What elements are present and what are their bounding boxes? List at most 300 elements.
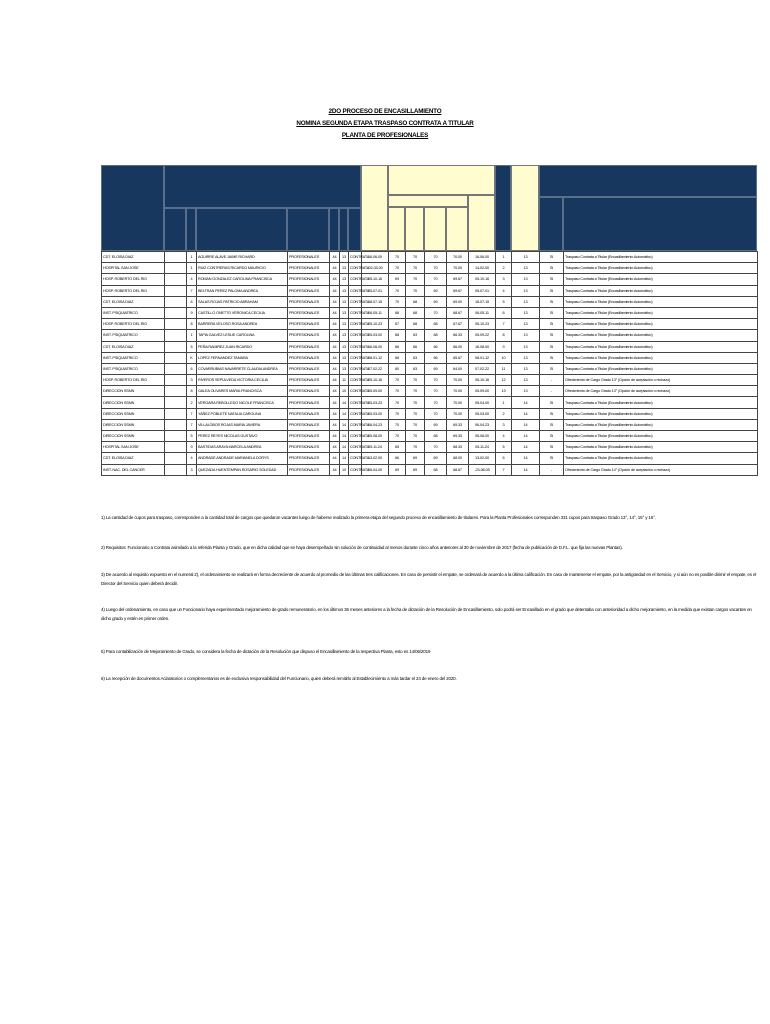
rut-cell [165,375,187,386]
calif-3-cell: 70 [425,263,447,274]
grade-cell: 13 [340,307,349,318]
title-line-3: PLANTA DE PROFESIONALES [341,132,429,139]
calidad-cell: CONTRATA [349,408,362,419]
antiguedad-cell: 18-07-15 [362,296,389,307]
table-row [102,352,758,363]
orden-cell: 1 [496,252,512,263]
ant-total-cell: 08-01-12 [469,352,496,363]
planta-cell: PROFESIONALES [288,252,330,263]
name-cell: RIVEROS SEPULVEDA VICTORIA CECILIA [197,375,288,386]
dv-cell: 6 [187,363,197,374]
grado-cell: 13 [512,341,540,352]
tipo-cell: Traspaso Contrata a Titular (Encasillamiento Automático) [564,252,758,263]
grade-cell: 14 [340,397,349,408]
promedio-cell: 66.00 [447,341,469,352]
promedio-cell: 64.00 [447,363,469,374]
antiguedad-cell: 08-01-12 [362,352,389,363]
header-cell-tipo [563,197,757,251]
table-header [101,165,757,251]
ant-total-cell: 05-07-01 [469,285,496,296]
planta-cell: PROFESIONALES [288,431,330,442]
hours-cell: 44 [330,341,340,352]
calif-2-cell: 68 [406,319,425,330]
rut-cell [165,453,187,464]
grado-cell: 13 [512,307,540,318]
header-cell-calidad [348,208,361,251]
antiguedad-cell: 06-04-00 [362,464,389,475]
establishment-cell: CDT. ELOISA DIAZ [102,296,165,307]
antiguedad-cell: 07-02-22 [362,363,389,374]
ant-total-cell: 05-11-24 [469,442,496,453]
calidad-cell: CONTRATA [349,431,362,442]
rut-cell [165,352,187,363]
tipo-cell: Ofrecimiento de Cargo Grado 13° (Opción de aceptación o rechazo) [564,375,758,386]
establishment-cell: DIRECCION SSMN [102,431,165,442]
table-row [102,319,758,330]
calif-2-cell: 70 [406,375,425,386]
ant-total-cell: -23-08-05 [469,464,496,475]
name-cell: GALEA OLIVARES MARIA FRANCISCA [197,386,288,397]
dv-cell: 1 [187,330,197,341]
rut-cell [165,419,187,430]
rut-cell [165,442,187,453]
grado-cell: 13 [512,352,540,363]
orden-cell: 2 [496,263,512,274]
ant-total-cell: 16-08-00 [469,341,496,352]
establishment-cell: INST. PSIQUIATRICO [102,307,165,318]
establishment-cell: DIRECCION SSMN [102,408,165,419]
hours-cell: 44 [330,352,340,363]
calif-1-cell: 70 [389,296,406,307]
header-cell-establecimiento [101,165,164,251]
footnote-5: 5) Para contabilización de Mejoramiento de Grado, se considera la fecha de dictación de la Resolución que dispuso el Encasillamiento de la respectiva Planta, esto es 14/06/2019 [101,649,431,654]
rut-cell [165,296,187,307]
hours-cell: 44 [330,263,340,274]
promedio-cell: 70.00 [447,375,469,386]
planta-cell: PROFESIONALES [288,330,330,341]
name-cell: AGUIRRE ALAVE JAIME RICHARD [197,252,288,263]
name-cell: BARRERA VELOSO ROSA ANDREA [197,319,288,330]
hours-cell: 44 [330,386,340,397]
name-cell: BASTIDAS ARAYA MARCELA ANDREA [197,442,288,453]
table-row [102,363,758,374]
tipo-cell: Traspaso Contrata a Titular (Encasillamiento Automático) [564,319,758,330]
traspaso-cell: SI [540,363,564,374]
calif-1-cell: 66 [389,341,406,352]
calif-3-cell: 70 [425,442,447,453]
grade-cell: 14 [340,431,349,442]
calidad-cell: CONTRATA [349,442,362,453]
establishment-cell: HOSPITAL SAN JOSE [102,442,165,453]
calif-3-cell: 69 [425,453,447,464]
calidad-cell: CONTRATA [349,352,362,363]
tipo-cell: Traspaso Contrata a Titular (Encasillamiento Automático) [564,419,758,430]
ant-total-cell: 14-02-00 [469,263,496,274]
calif-2-cell: 70 [406,285,425,296]
ant-total-cell: 05-03-00 [469,408,496,419]
promedio-cell: 69.33 [447,419,469,430]
header-cell-excepcion [511,165,539,251]
hours-cell: 44 [330,307,340,318]
calif-1-cell: 70 [389,397,406,408]
orden-cell: 3 [496,274,512,285]
ant-total-cell: 05-09-22 [469,330,496,341]
antiguedad-cell: 06-04-23 [362,419,389,430]
rut-cell [165,397,187,408]
name-cell: VERGARA REBOLLEDO NICOLE FRANCISCA [197,397,288,408]
dv-cell: 7 [187,419,197,430]
footnote-2: 2) Requisitos: Funcionario a Contrata asimilado a la referida Planta y Grado, que en dicha calidad que se haya desempeñado sin solución de continuidad al menos durante cinco años anteriores al 30 de noviembre de 2017 (fecha de publicación de D.F.L. que fija las nuevas Plantas). [101,545,623,550]
establishment-cell: CDT. ELOISA DIAZ [102,453,165,464]
dv-cell: 8 [187,386,197,397]
hours-cell: 44 [330,319,340,330]
antiguedad-cell: 05-03-23 [362,397,389,408]
rut-cell [165,330,187,341]
orden-cell: 9 [496,341,512,352]
ant-total-cell: 05-08-00 [469,431,496,442]
name-cell: YAÑEZ POBLETE NATALIA CAROLINA [197,408,288,419]
calif-2-cell: 70 [406,442,425,453]
traspaso-cell: SI [540,274,564,285]
grado-cell: 13 [512,363,540,374]
calidad-cell: CONTRATA [349,263,362,274]
footnote-4: 4) Luego del ordenamiento, en caso que un Funcionario haya experimentado mejoramiento de grado remuneratorio, en los últimos 36 meses anteriores a la fecha de dictación de la Resolución de Encasillamiento, solo podrá ser Encasillado en el grado que detentaba con anterioridad a dicho mejoramiento, en la medida que existan cargos vacantes en dicho grado y estén en primer orden. [101,607,752,621]
calif-2-cell: 66 [406,341,425,352]
hours-cell: 44 [330,464,340,475]
hours-cell: 44 [330,330,340,341]
orden-cell: 7 [496,319,512,330]
rut-cell [165,285,187,296]
table-row [102,330,758,341]
grade-cell: 13 [340,352,349,363]
rut-cell [165,319,187,330]
dv-cell: 9 [187,442,197,453]
tipo-cell: Traspaso Contrata a Titular (Encasillamiento Automático) [564,352,758,363]
table-row [102,386,758,397]
grado-cell: 13 [512,263,540,274]
calidad-cell: CONTRATA [349,397,362,408]
promedio-cell: 69.00 [447,296,469,307]
planta-cell: PROFESIONALES [288,464,330,475]
header-cell-rut [164,208,186,251]
rut-cell [165,464,187,475]
promedio-cell: 67.67 [447,319,469,330]
establishment-cell: INST. NAC. DEL CANCER [102,464,165,475]
calif-1-cell: 68 [389,352,406,363]
tipo-cell: Traspaso Contrata a Titular (Encasillamiento Automático) [564,453,758,464]
antiguedad-cell: 06-05-11 [362,307,389,318]
header-cell-antig [468,195,495,251]
tipo-cell: Traspaso Contrata a Titular (Encasillamiento Automático) [564,296,758,307]
grado-cell: 13 [512,330,540,341]
orden-cell: 6 [496,453,512,464]
planta-cell: PROFESIONALES [288,375,330,386]
calif-2-cell: 70 [406,252,425,263]
calif-3-cell: 70 [425,252,447,263]
calidad-cell: CONTRATA [349,375,362,386]
promedio-cell: 70.00 [447,252,469,263]
antiguedad-cell: 16-08-00 [362,341,389,352]
calif-3-cell: 70 [425,408,447,419]
grado-cell: 14 [512,397,540,408]
establishment-cell: INST. PSIQUIATRICO [102,363,165,374]
calif-2-cell: 70 [406,263,425,274]
calif-3-cell: 70 [425,307,447,318]
grade-cell: 14 [340,442,349,453]
hours-cell: 44 [330,408,340,419]
traspaso-cell: SI [540,252,564,263]
antiguedad-cell: 05-10-16 [362,274,389,285]
grade-cell: 11 [340,375,349,386]
calif-1-cell: 70 [389,263,406,274]
calif-2-cell: 70 [406,386,425,397]
planta-cell: PROFESIONALES [288,453,330,464]
planta-cell: PROFESIONALES [288,352,330,363]
rut-cell [165,408,187,419]
calif-1-cell: 66 [389,453,406,464]
promedio-cell: 70.00 [447,397,469,408]
establishment-cell: HOSP. ROBERTO DEL RIO [102,285,165,296]
grade-cell: 13 [340,263,349,274]
ant-total-cell: 16-06-00 [469,252,496,263]
orden-cell: 10 [496,352,512,363]
calif-1-cell: 70 [389,285,406,296]
name-cell: ANDRADE ANDRADE MARIANELA DORYS [197,453,288,464]
name-cell: ROMAN GONZALEZ CAROLINA FRANCISCA [197,274,288,285]
antiguedad-cell: 13-02-00 [362,453,389,464]
rut-cell [165,307,187,318]
traspaso-cell: - [540,375,564,386]
header-cell-orden [495,165,511,251]
tipo-cell: Traspaso Contrata a Titular (Encasillamiento Automático) [564,285,758,296]
calif-3-cell: 69 [425,296,447,307]
traspaso-cell: SI [540,442,564,453]
orden-cell: 11 [496,363,512,374]
grade-cell: 13 [340,296,349,307]
hours-cell: 44 [330,375,340,386]
promedio-cell: 68.67 [447,464,469,475]
antiguedad-cell: 16-06-00 [362,252,389,263]
calif-3-cell: 70 [425,274,447,285]
calidad-cell: CONTRATA [349,419,362,430]
name-cell: VILLALOBOS ROJAS MARIA JAVIERA [197,419,288,430]
planta-cell: PROFESIONALES [288,263,330,274]
grado-cell: 13 [512,285,540,296]
antiguedad-cell: 05-10-23 [362,319,389,330]
planta-cell: PROFESIONALES [288,319,330,330]
grade-cell: 13 [340,341,349,352]
tipo-cell: Traspaso Contrata a Titular (Encasillamiento Automático) [564,307,758,318]
calif-3-cell: 69 [425,419,447,430]
establishment-cell: CDT. ELOISA DIAZ [102,341,165,352]
calif-2-cell: 69 [406,453,425,464]
calidad-cell: CONTRATA [349,319,362,330]
ant-total-cell: 07-02-22 [469,363,496,374]
tipo-cell: Ofrecimiento de Cargo Grado 13° (Opción de aceptación o rechazo) [564,386,758,397]
tipo-cell: Ofrecimiento de Cargo Grado 14° (Opción de aceptación o rechazo) [564,464,758,475]
tipo-cell: Traspaso Contrata a Titular (Encasillamiento Automático) [564,274,758,285]
table-row [102,341,758,352]
header-cell-hrs [329,208,339,251]
table-row [102,464,758,475]
traspaso-cell: SI [540,341,564,352]
hours-cell: 44 [330,363,340,374]
calif-2-cell: 70 [406,408,425,419]
name-cell: SALAS ROJAS PATRICIO ABRAHAM [197,296,288,307]
header-cell-gr [339,208,348,251]
grade-cell: 13 [340,285,349,296]
data-table [101,251,758,476]
establishment-cell: INST. PSIQUIATRICO [102,352,165,363]
calif-1-cell: 68 [389,330,406,341]
calif-2-cell: 63 [406,330,425,341]
ant-total-cell: 13-02-00 [469,453,496,464]
dv-cell: 9 [187,307,197,318]
calif-3-cell: 68 [425,319,447,330]
name-cell: LOPEZ FERNANDEZ TAMARA [197,352,288,363]
calidad-cell: CONTRATA [349,307,362,318]
dv-cell: 5 [187,431,197,442]
traspaso-cell: SI [540,285,564,296]
rut-cell [165,274,187,285]
name-cell: CASTILLO ONETTO VERONICA CECILIA [197,307,288,318]
table-row [102,431,758,442]
rut-cell [165,431,187,442]
tipo-cell: Traspaso Contrata a Titular (Encasillamiento Automático) [564,341,758,352]
dv-cell: 1 [187,263,197,274]
establishment-cell: HOSPITAL SAN JOSE [102,263,165,274]
promedio-cell: 70.00 [447,263,469,274]
antiguedad-cell: 05-11-24 [362,442,389,453]
table-row [102,296,758,307]
hours-cell: 44 [330,296,340,307]
table-row [102,274,758,285]
establishment-cell: HOSP. ROBERTO DEL RIO [102,375,165,386]
antiguedad-cell: 05-07-01 [362,285,389,296]
hours-cell: 44 [330,252,340,263]
calif-1-cell: 70 [389,431,406,442]
tipo-cell: Traspaso Contrata a Titular (Encasillamiento Automático) [564,431,758,442]
planta-cell: PROFESIONALES [288,363,330,374]
traspaso-cell: SI [540,352,564,363]
ant-total-cell: 05-10-16 [469,375,496,386]
document-title [0,106,770,142]
name-cell: RUIZ CONTRERAS RICARDO MAURICIO [197,263,288,274]
calidad-cell: CONTRATA [349,252,362,263]
promedio-cell: 70.00 [447,408,469,419]
antiguedad-cell: 05-03-00 [362,408,389,419]
name-cell: TAPIA GALVEZ LESLIE CAROLINA [197,330,288,341]
header-cell-criterios [388,165,495,195]
dv-cell: 4 [187,453,197,464]
grado-cell: 13 [512,386,540,397]
establishment-cell: CDT. ELOISA DIAZ [102,252,165,263]
header-cell-calif-2 [405,207,424,251]
calif-1-cell: 70 [389,408,406,419]
planta-cell: PROFESIONALES [288,341,330,352]
antiguedad-cell: 05-08-00 [362,431,389,442]
grade-cell: 13 [340,252,349,263]
antiguedad-cell: 05-03-00 [362,330,389,341]
orden-cell: 8 [496,330,512,341]
table-row [102,397,758,408]
dv-cell: 7 [187,285,197,296]
rut-cell [165,263,187,274]
antiguedad-cell: -02-03-00 [362,263,389,274]
footnote-1: 1) La cantidad de cupos para traspaso, corresponden a la cantidad total de cargos que quedaron vacantes luego de haberse realizado la primera etapa del segundo proceso de encasillamiento de titulares. Para la Planta Profesionales corresponden 331 cupos para traspaso Grado 13°, 14°, 15° y 16°. [101,515,656,520]
calidad-cell: CONTRATA [349,330,362,341]
orden-cell: 13 [496,386,512,397]
establishment-cell: DIRECCION SSMN [102,419,165,430]
grado-cell: 13 [512,252,540,263]
hours-cell: 44 [330,442,340,453]
table-row [102,285,758,296]
traspaso-cell: SI [540,453,564,464]
calif-3-cell: 66 [425,352,447,363]
traspaso-cell: SI [540,319,564,330]
ant-total-cell: 05-04-00 [469,397,496,408]
calif-1-cell: 69 [389,464,406,475]
footnote-6: 6) La recepción de documentos Aclaratorios o complementarios es de exclusiva responsabilidad del Funcionario, quien deberá remitirlo al Establecimiento a más tardar el 24 de enero del 2020. [101,676,457,681]
calidad-cell: CONTRATA [349,363,362,374]
promedio-cell: 68.00 [447,453,469,464]
promedio-cell: 68.67 [447,307,469,318]
traspaso-cell: - [540,464,564,475]
promedio-cell: 65.67 [447,352,469,363]
planta-cell: PROFESIONALES [288,307,330,318]
hours-cell: 44 [330,285,340,296]
calif-3-cell: 69 [425,363,447,374]
calif-3-cell: 66 [425,341,447,352]
hours-cell: 44 [330,431,340,442]
grade-cell: 13 [340,319,349,330]
orden-cell: 7 [496,464,512,475]
tipo-cell: Traspaso Contrata a Titular (Encasillamiento Automático) [564,397,758,408]
footnote-3: 3) De acuerdo al requisito expuesto en el numeral 2), el ordenamiento se realizará en forma decreciente de acuerdo al promedio de las últimas tres calificaciones. En caso de persistir el empate, se ordenará de acuerdo a la última calificación. En caso de mantenerse el empate, por la antigüedad en el Servicio, y si aún no es posible dirimir el empate, es el Director del Servicio quien deberá decidir. [101,572,757,586]
antiguedad-cell: 05-10-16 [362,375,389,386]
calif-2-cell: 70 [406,419,425,430]
tipo-cell: Traspaso Contrata a Titular (Encasillamiento Automático) [564,408,758,419]
calif-2-cell: 63 [406,363,425,374]
name-cell: COVARRUBIAS NAVARRETE CLAUDIA ANDREA [197,363,288,374]
calidad-cell: CONTRATA [349,386,362,397]
grade-cell: 14 [340,419,349,430]
planta-cell: PROFESIONALES [288,274,330,285]
calidad-cell: CONTRATA [349,296,362,307]
tipo-cell: Traspaso Contrata a Titular (Encasillamiento Automático) [564,442,758,453]
calif-3-cell: 69 [425,285,447,296]
header-cell-requisitos [361,165,388,251]
orden-cell: 1 [496,397,512,408]
planta-cell: PROFESIONALES [288,296,330,307]
name-cell: QUEZADA HUENTEMPAN ROSARIO SOLEDAD [197,464,288,475]
promedio-cell: 69.67 [447,274,469,285]
orden-cell: 12 [496,375,512,386]
dv-cell: 7 [187,408,197,419]
table-row [102,419,758,430]
promedio-cell: 66.33 [447,330,469,341]
grado-cell: 14 [512,431,540,442]
calif-1-cell: 70 [389,386,406,397]
orden-cell: 4 [496,431,512,442]
grado-cell: 14 [512,419,540,430]
promedio-cell: 68.33 [447,442,469,453]
table-row [102,408,758,419]
dv-cell: 1 [187,252,197,263]
ant-total-cell: 06-05-11 [469,307,496,318]
traspaso-cell: SI [540,397,564,408]
calidad-cell: CONTRATA [349,341,362,352]
